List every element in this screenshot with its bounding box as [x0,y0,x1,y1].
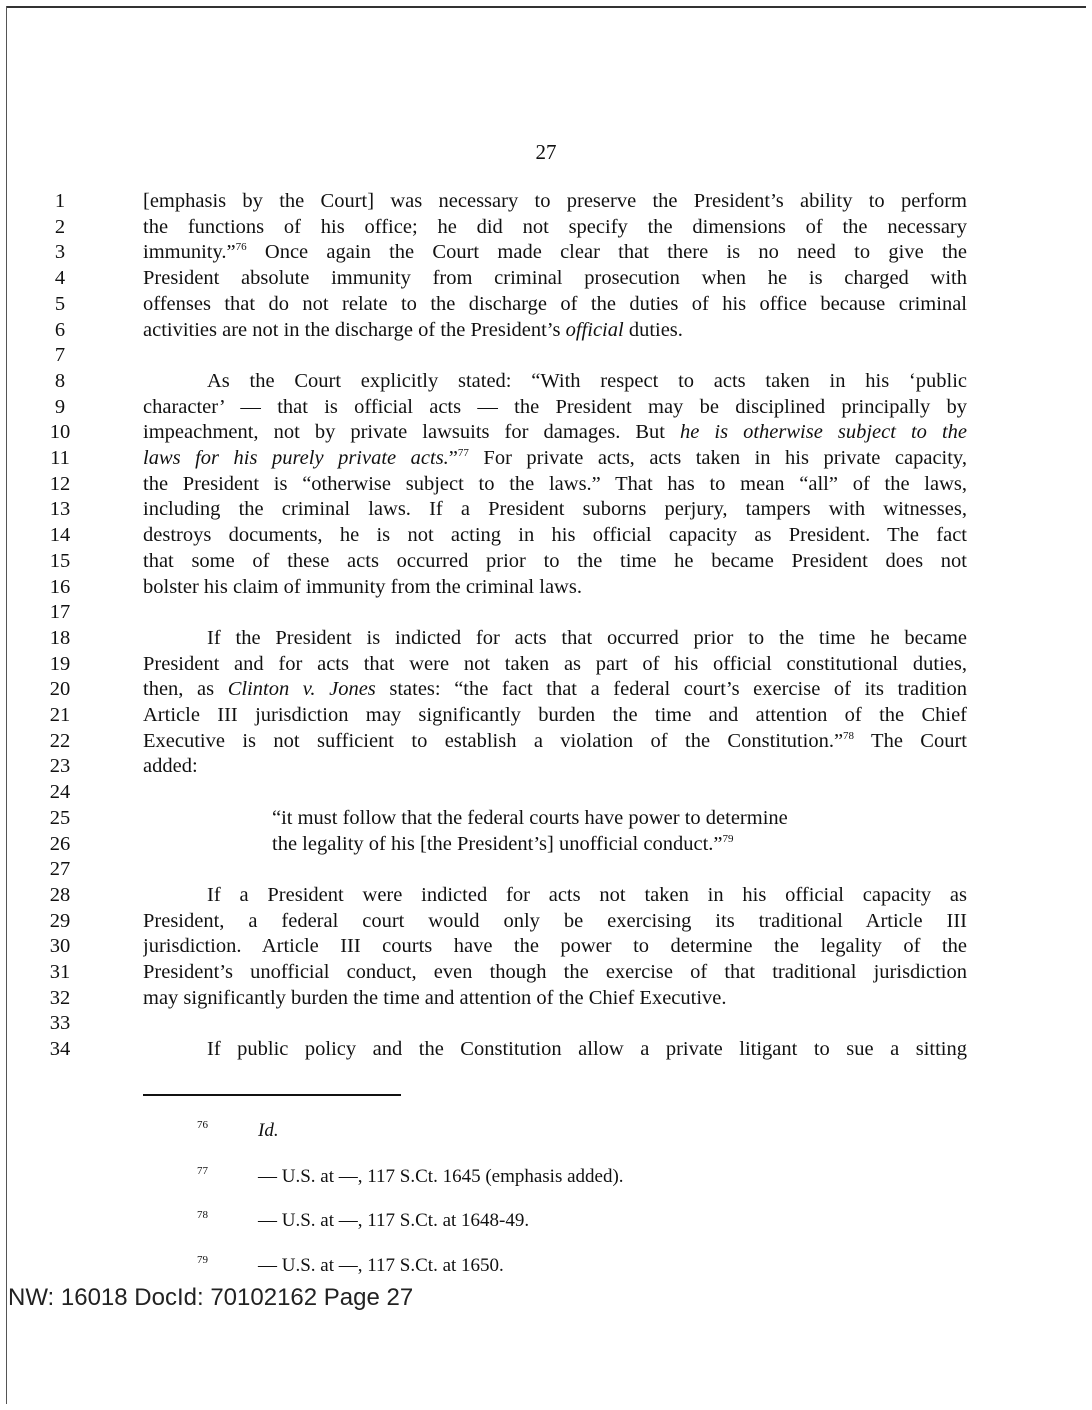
line-text [143,522,967,548]
line-text [272,805,912,831]
text-line [0,676,1092,702]
text-segment: If a President were indicted for acts not taken in his official capacity as [207,883,967,906]
text-line [0,908,1092,934]
line-number: 3 [54,241,66,264]
text-line [0,753,1092,779]
footnote-text [258,1118,279,1144]
line-text [143,239,967,265]
text-line [0,188,1092,214]
text-line [0,317,1092,343]
line-number: 9 [54,395,66,418]
text-segment: states: “the fact that a federal court’s exercise of its tradition [375,678,967,701]
scan-border-top [6,6,1086,8]
italic-text: official [565,318,624,341]
line-number: 7 [54,344,66,367]
line-text [143,548,967,574]
line-text [143,419,967,445]
line-text [143,959,967,985]
text-line [0,419,1092,445]
line-number: 2 [54,215,66,238]
text-line [0,728,1092,754]
italic-text: Clinton v. Jones [227,678,376,701]
text-line [0,702,1092,728]
text-line [0,265,1092,291]
line-number: 8 [54,369,66,392]
text-segment: President, a federal court would only be exercising its traditional Article III [143,909,967,932]
footnote-number: 76 [197,1119,208,1131]
footnote [0,1164,1092,1190]
text-line [0,471,1092,497]
footnote-text [258,1253,504,1279]
footnote-number: 78 [197,1209,208,1221]
italic-text: Id. [258,1120,279,1141]
line-number: 26 [49,832,71,855]
line-number: 31 [49,961,71,983]
text-segment: offenses that do not relate to the discharge of the duties of his office because criminal [143,292,967,315]
text-line [0,651,1092,677]
footnote [0,1253,1092,1279]
text-line [0,625,1092,651]
footnote-divider [143,1094,401,1096]
document-id-stamp: NW: 16018 DocId: 70102162 Page 27 [8,1284,414,1311]
text-segment: impeachment, not by private lawsuits for damages. But [143,421,681,444]
text-segment: For private acts, acts taken in his private capacity, [468,447,967,469]
line-number: 27 [49,858,71,881]
footnote-text [258,1208,529,1234]
line-number: 16 [49,575,71,598]
text-segment: “it must follow that the federal courts have power to determine [272,806,788,829]
text-segment: may significantly burden the time and attention of the Chief Executive. [143,986,727,1009]
line-text [143,985,967,1011]
italic-text: laws for his purely private acts. [143,447,449,469]
text-line [0,882,1092,908]
text-segment: President’s unofficial conduct, even though the exercise of that traditional jurisdiction [143,961,967,983]
text-line [0,368,1092,394]
text-line [0,291,1092,317]
line-number: 4 [54,267,66,290]
line-number: 18 [49,626,71,649]
line-number: 34 [49,1038,71,1061]
line-number: 32 [49,986,71,1009]
line-number: 22 [49,729,71,752]
text-segment: — U.S. at —, 117 S.Ct. at 1648-49. [258,1210,530,1231]
line-text [143,317,967,343]
line-number: 30 [49,935,71,958]
footnote [0,1208,1092,1234]
line-text [143,728,967,754]
text-segment: including the criminal laws. If a President suborns perjury, tampers with witnesses, [143,498,967,521]
text-segment: destroys documents, he is not acting in his official capacity as President. The fact [143,524,967,547]
line-text [143,394,967,420]
text-segment: duties. [623,318,683,341]
line-number: 5 [54,292,66,315]
footnote-marker: 76 [235,241,247,254]
line-text [143,445,967,471]
line-text [272,831,912,857]
line-text [143,1036,967,1062]
text-segment: the legality of his [the President’s] unofficial conduct.” [272,832,723,855]
text-segment: ” [448,447,458,469]
text-line [0,496,1092,522]
text-segment: character’ — that is official acts — the President may be disciplined principally by [143,395,967,418]
line-number: 15 [49,549,71,572]
line-text [143,933,967,959]
line-number: 23 [49,755,71,778]
text-segment: President absolute immunity from criminal prosecution when he is charged with [143,267,967,290]
footnote [0,1118,1092,1144]
line-number: 11 [50,447,70,469]
text-segment: [emphasis by the Court] was necessary to preserve the President’s ability to perform [143,190,967,212]
line-number: 13 [49,498,71,521]
text-line [0,831,1092,857]
line-text [143,574,967,600]
line-text [143,651,967,677]
text-line [0,1036,1092,1062]
text-segment: jurisdiction. Article III courts have the power to determine the legality of the [143,935,967,958]
text-segment: then, as [143,678,228,701]
text-line [0,1010,1092,1036]
line-text [143,496,967,522]
text-line [0,239,1092,265]
text-line [0,933,1092,959]
footnote-number: 79 [197,1254,208,1266]
footnote-marker: 77 [457,447,469,459]
text-line [0,574,1092,600]
text-line [0,805,1092,831]
line-number: 29 [49,909,71,932]
line-number: 17 [49,601,71,624]
footnote-text [258,1164,624,1190]
text-segment: the functions of his office; he did not specify the dimensions of the necessary [143,215,967,238]
text-segment: If public policy and the Constitution allow a private litigant to sue a sitting [207,1038,967,1061]
text-line [0,856,1092,882]
text-segment: Article III jurisdiction may significantly burden the time and attention of the Chief [143,704,967,726]
line-number: 25 [49,806,71,829]
text-line [0,985,1092,1011]
text-segment: As the Court explicitly stated: “With respect to acts taken in his ‘public [207,369,967,392]
line-number: 19 [49,652,71,675]
line-text [143,676,967,702]
text-segment: activities are not in the discharge of the President’s [143,318,566,341]
text-line [0,214,1092,240]
text-line [0,522,1092,548]
line-number: 21 [49,704,71,726]
footnote-marker: 79 [722,832,734,845]
text-segment: The Court [854,729,967,752]
line-text [143,188,967,214]
line-text [143,753,967,779]
line-text [143,368,967,394]
footnote-marker: 78 [843,729,855,742]
text-segment: — U.S. at —, 117 S.Ct. 1645 (emphasis added). [258,1166,624,1187]
line-number: 10 [49,421,71,444]
line-text [143,882,967,908]
line-text [143,265,967,291]
text-segment: President and for acts that were not taken as part of his official constitutional duties, [143,652,967,675]
line-text [143,291,967,317]
line-text [143,471,967,497]
text-line [0,959,1092,985]
line-number: 20 [49,678,71,701]
text-segment: immunity.” [143,241,236,264]
text-segment: bolster his claim of immunity from the criminal laws. [143,575,582,598]
text-line [0,445,1092,471]
text-line [0,548,1092,574]
text-segment: that some of these acts occurred prior to the time he became President does not [143,549,967,572]
text-segment: If the President is indicted for acts that occurred prior to the time he became [207,626,967,649]
line-number: 6 [54,318,66,341]
line-text [143,908,967,934]
line-number: 12 [49,472,71,495]
page-number: 27 [535,140,557,164]
text-line [0,342,1092,368]
text-segment: — U.S. at —, 117 S.Ct. at 1650. [258,1255,504,1276]
text-segment: the President is “otherwise subject to the laws.” That has to mean “all” of the laws, [143,472,967,495]
text-line [0,394,1092,420]
text-segment: added: [143,755,198,778]
line-text [143,625,967,651]
line-number: 1 [54,190,66,212]
line-text [143,702,967,728]
text-segment: Executive is not sufficient to establish a violation of the Constitution.” [143,729,844,752]
line-number: 24 [49,781,71,804]
italic-text: he is otherwise subject to the [680,421,967,444]
footnote-number: 77 [197,1165,208,1177]
text-segment: Once again the Court made clear that there is no need to give the [246,241,967,264]
text-line [0,599,1092,625]
text-line [0,779,1092,805]
line-number: 14 [49,524,71,547]
line-text [143,214,967,240]
line-number: 33 [49,1012,71,1035]
line-number: 28 [49,883,71,906]
